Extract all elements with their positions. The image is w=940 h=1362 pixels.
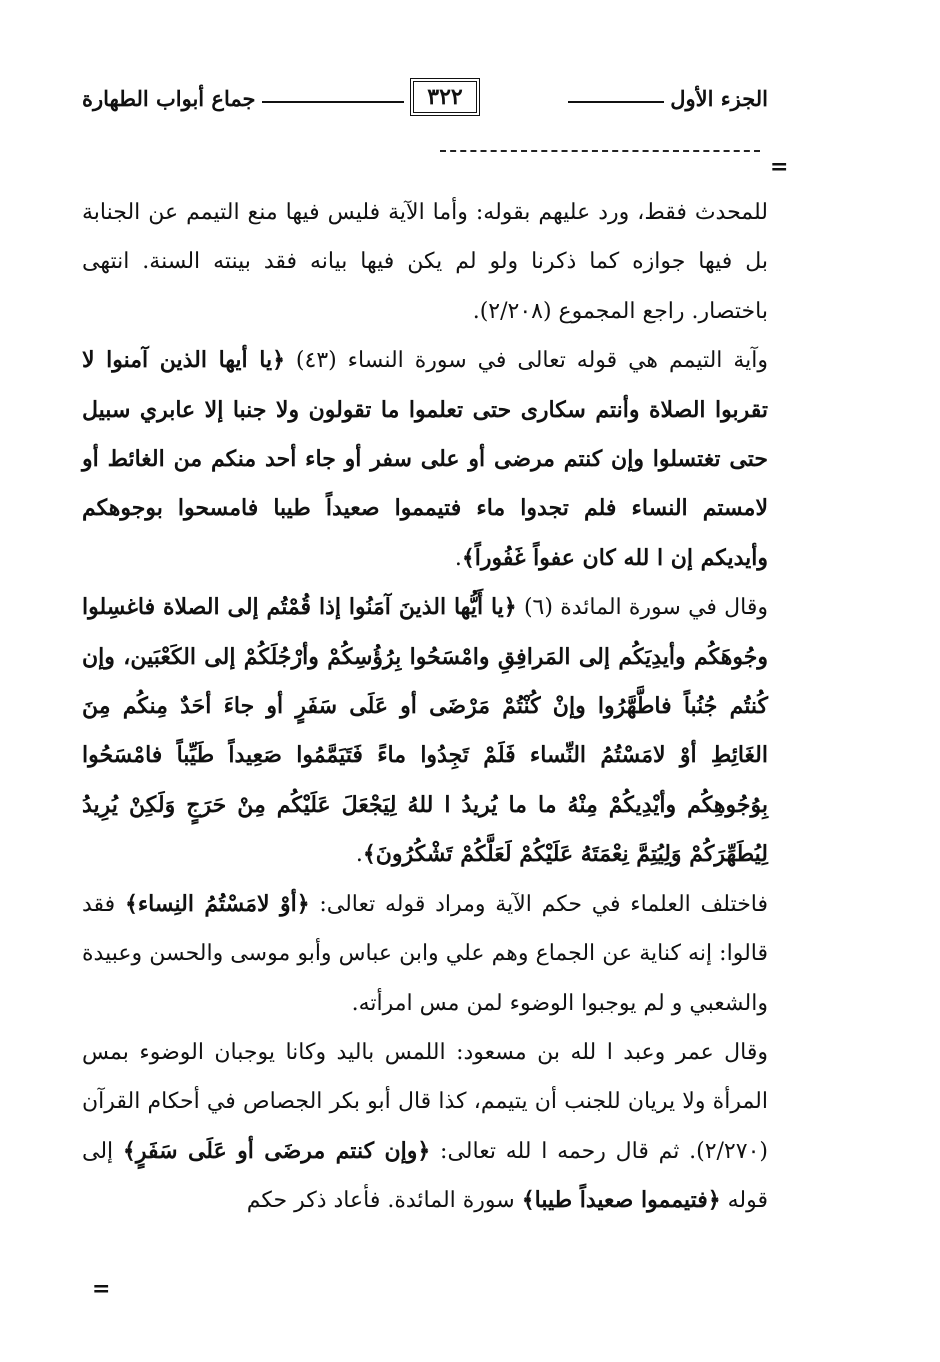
quran-quote: ﴿فتيمموا صعيداً طيبا﴾ [521,1187,721,1214]
paragraph-text: إلى قوله [82,1138,768,1214]
page-continuation-mark: = [92,1276,111,1302]
volume-label: الجزء الأول [670,86,768,111]
paragraph-text: وقال في سورة المائدة (٦) [516,595,769,621]
paragraph-text: فاختلف العلماء في حكم الآية ومراد قوله تعالى: [309,891,769,917]
header-rule-right [568,101,664,103]
paragraph [82,880,768,1028]
paragraph-text: سورة المائدة. فأعاد ذكر حكم [246,1188,522,1214]
footnote-continuation-mark: = [770,154,789,180]
chapter-title: جماع أبواب الطهارة [82,86,256,111]
paragraph-text: . [355,842,363,868]
paragraph-text: . [454,545,462,571]
paragraph [82,336,768,583]
paragraph-text: وآية التيمم هي قوله تعالى في سورة النساء (٤٣) [284,348,768,374]
paragraph [82,1028,768,1226]
paragraph-text: للمحدث فقط، ورد عليهم بقوله: وأما الآية فليس فيها منع التيمم عن الجنابة بل فيها جوازه كما ذكرنا ولو لم يكن فيها بيانه فقد بينته السنة. انتهى باختصار. راجع المجموع (٢/٢٠٨). [82,200,768,324]
paragraph [82,583,768,879]
paragraph [82,188,768,336]
volume-label-group [568,86,768,111]
body-text [82,188,768,1226]
footnote-separator-line [440,150,760,152]
page-number: ٣٢٢ [410,78,480,116]
paragraph-text: فقد قالوا: إنه كناية عن الجماع وهم علي وابن عباس وأبو موسى والحسن وعبيدة والشعبي و لم يوجبوا الوضوء لمن مس امرأته. [82,891,768,1016]
quran-quote: ﴿أوْ لامَسْتُمُ النِساء﴾ [124,890,310,917]
running-head [82,78,768,124]
quran-quote: ﴿وإن كنتم مرضَى أو عَلَى سَفَرٍ﴾ [122,1137,431,1164]
paragraph-text: وقال عمر وعبد ا لله بن مسعود: اللمس باليد وكانا يوجبان الوضوء بمس المرأة ولا يريان للجنب أن يتيمم، كذا قال أبو بكر الجصاص في أحكام القرآن (٢/٢٧٠). ثم قال رحمه ا لله تعالى: [82,1039,768,1164]
quran-quote: ﴿يا أَيُّها الذينَ آمَنُوا إذا قُمْتُم إلى الصلاة فاغسِلوا وجُوهَكُم وأيدِيَكُم إلى المَرافِقِ وامْسَحُوا بِرُؤُسِكُمْ وأرْجُلَكُمْ إلى الكَعْبَين، وإن كُنتُم جُنُباً فاطَّهَّرُوا وإنْ كُنْتُمْ مَرْضَى أو عَلَى سَفَرٍ أو جاءَ أحَدٌ مِنكُم مِنَ الغَائِطِ أوْ لامَسْتُمُ النِّساء فَلَمْ تَجِدُوا ماءً فَتَيَمَّمُوا صَعِيداً طَيِّباً فامْسَحُوا بِوُجُوهِكُم وأيْدِيكُمْ مِنْهُ ما ما يُريدُ ا للهُ لِيَجْعَلَ عَلَيْكُم مِنْ حَرَجٍ وَلَكِنْ يُرِيدُ لِيُطَهِّرَكُمْ وَلِيُتِمَّ نِعْمَتَهُ عَلَيْكُمْ لَعَلَّكُمْ تَشْكُرُونَ﴾ [82,594,768,868]
header-rule-left [262,101,404,103]
quran-quote: ﴿يا أيها الذين آمنوا لا تقربوا الصلاة وأنتم سكارى حتى تعلموا ما تقولون ولا جنبا إلا عابري سبيل حتى تغتسلوا وإن كنتم مرضى أو على سفر أو جاء أحد منكم من الغائط أو لامستم النساء فلم تجدوا ماء فتيمموا صعيداً طيبا فامسحوا بوجوهكم وأيديكم إن ا لله كان عفواً غَفُوراً﴾ [82,347,768,571]
chapter-title-group [82,86,404,111]
